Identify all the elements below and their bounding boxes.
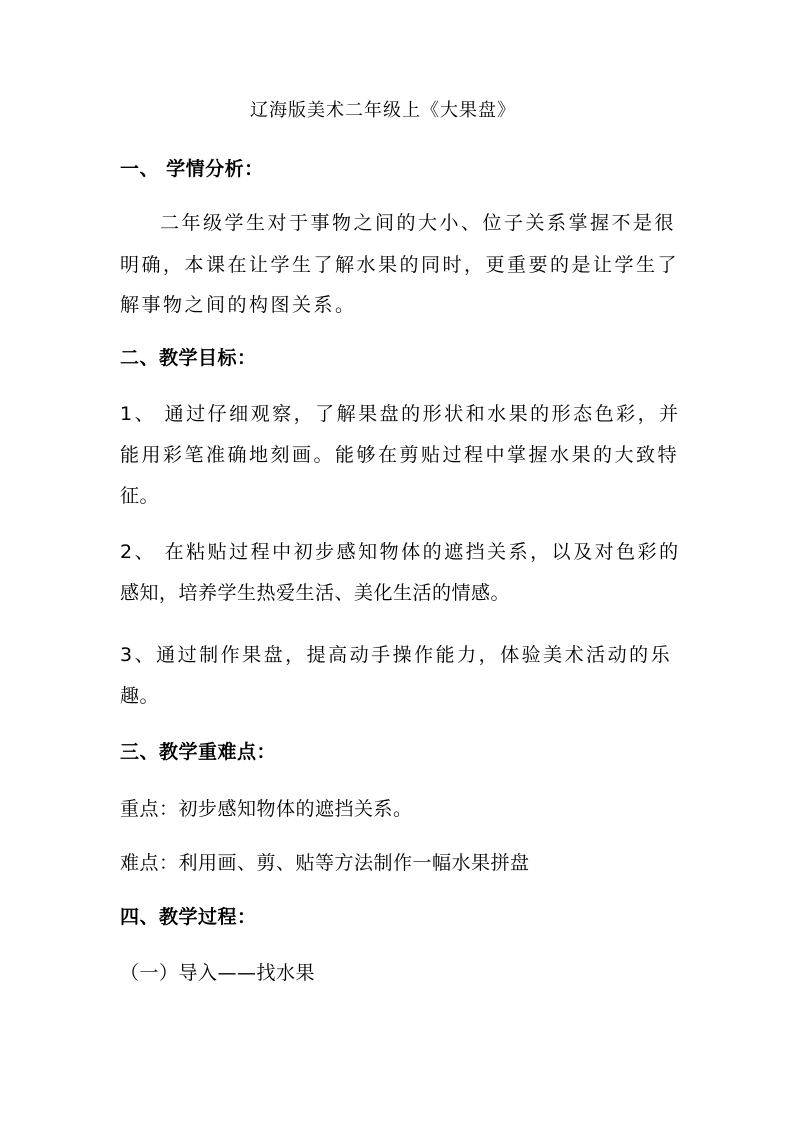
goal-3-line: 趣。 (120, 685, 160, 707)
section-heading-process: 四、教学过程： (120, 906, 257, 928)
analysis-paragraph-line: 二年级学生对于事物之间的大小、位子关系掌握不是很 (160, 212, 677, 234)
goal-1-line: 1、 通过仔细观察，了解果盘的形状和水果的形态色彩，并 (120, 403, 681, 425)
document-title: 辽海版美术二年级上《大果盘》 (250, 100, 516, 121)
analysis-paragraph-line: 解事物之间的构图关系。 (120, 294, 357, 316)
section-heading-key-difficult-points: 三、教学重难点： (120, 741, 277, 763)
goal-3-line: 3、通过制作果盘，提高动手操作能力，体验美术活动的乐 (120, 644, 673, 666)
key-point-line: 重点：初步感知物体的遮挡关系。 (120, 798, 413, 820)
goal-2-line: 感知，培养学生热爱生活、美化生活的情感。 (120, 582, 511, 604)
section-heading-goals: 二、教学目标： (120, 347, 257, 369)
goal-2-line: 2、 在粘贴过程中初步感知物体的遮挡关系，以及对色彩的 (120, 541, 681, 563)
process-step-1: （一）导入——找水果 (120, 962, 316, 984)
goal-1-line: 能用彩笔准确地刻画。能够在剪贴过程中掌握水果的大致特 (120, 444, 680, 466)
goal-1-line: 征。 (120, 485, 160, 507)
section-heading-analysis: 一、 学情分析： (120, 158, 264, 180)
analysis-paragraph-line: 明确，本课在让学生了解水果的同时，更重要的是让学生了 (120, 254, 680, 276)
difficulty-line: 难点：利用画、剪、贴等方法制作一幅水果拼盘 (120, 852, 530, 874)
